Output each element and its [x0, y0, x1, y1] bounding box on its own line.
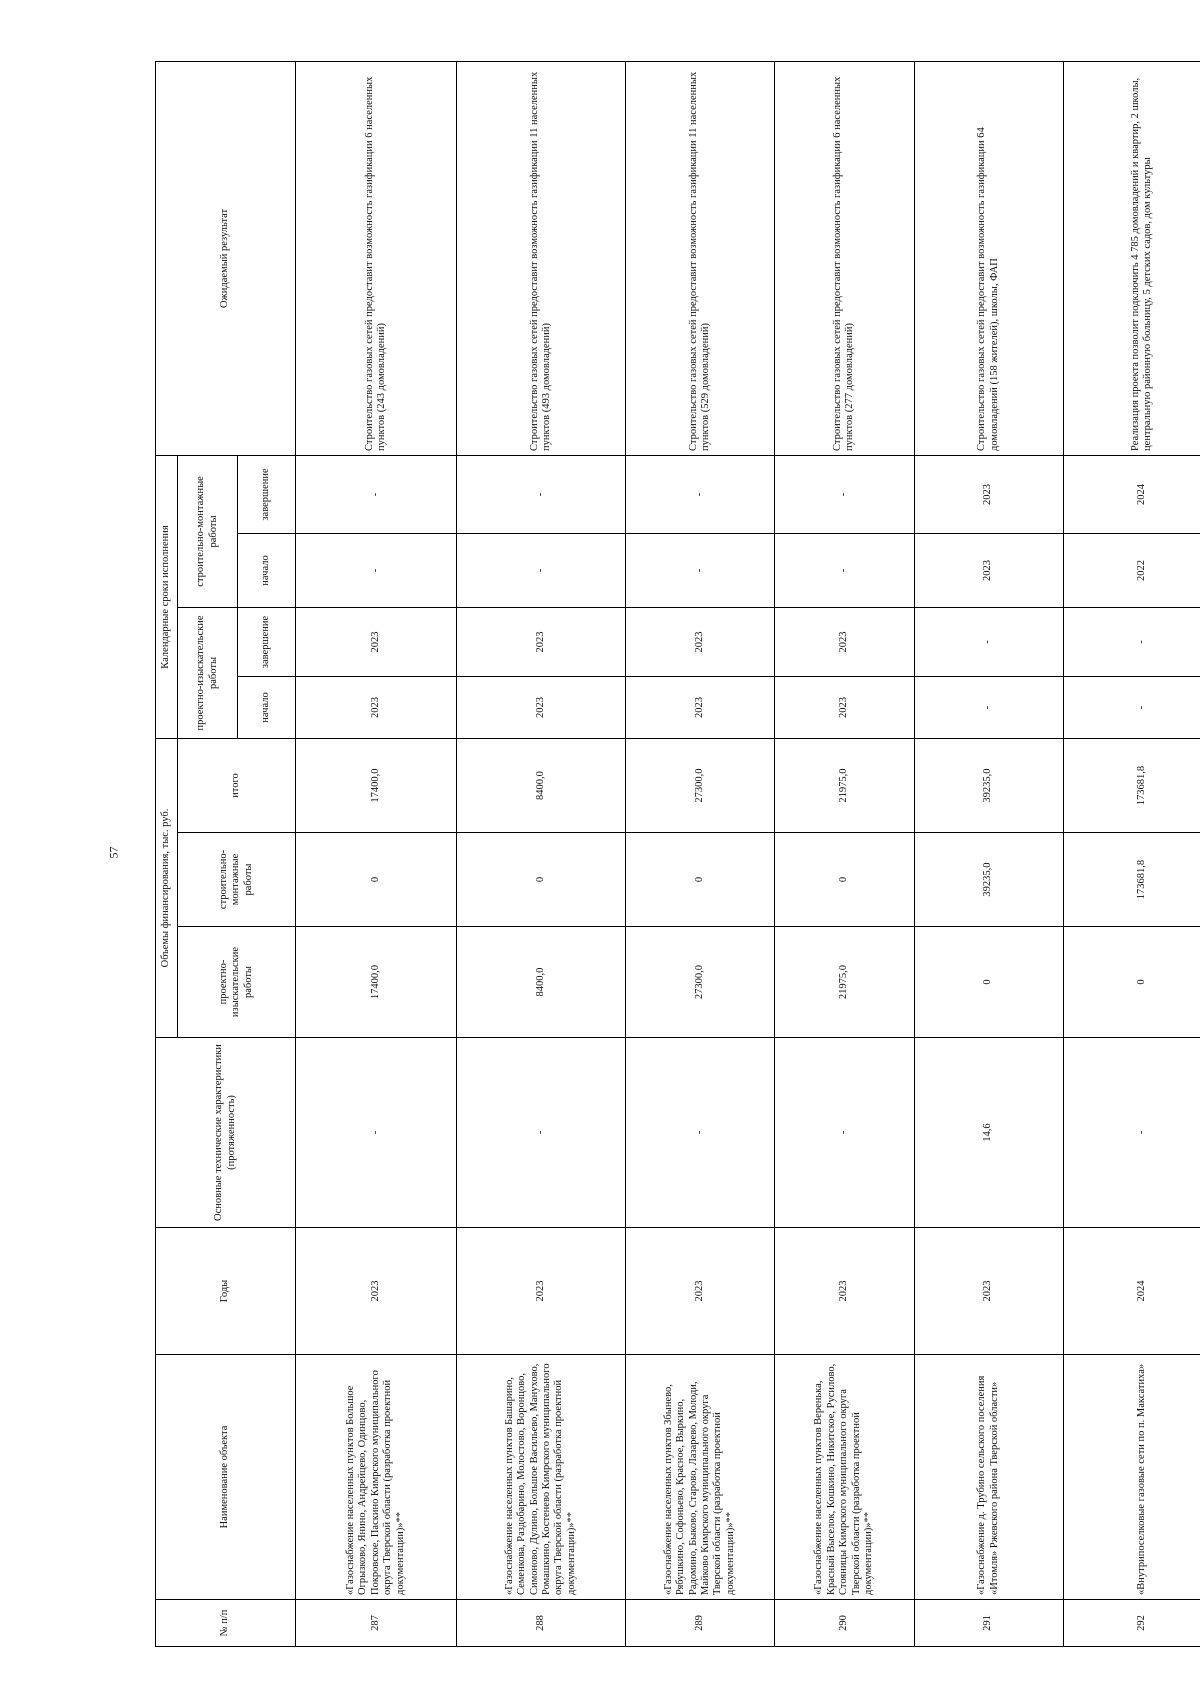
row-constr-start: 2023 [914, 533, 1063, 607]
row-tech: - [775, 1038, 915, 1228]
row-tech: - [1063, 1038, 1200, 1228]
row-constr-end: - [775, 455, 915, 533]
row-num: 290 [775, 1600, 915, 1647]
row-design-start: 2023 [296, 676, 457, 738]
row-name: «Внутрипоселковые газовые сети по п. Максатиха» [1063, 1355, 1200, 1600]
header-result: Ожидаемый результат [156, 61, 296, 455]
row-name: «Газоснабжение населенных пунктов Веренька, Красный Выселок, Кошкино, Никитское, Русилово, Стояницы Кимрского муниципального округа Тверской области (разработка проектной документации)»** [775, 1355, 915, 1600]
row-design-end: - [1063, 607, 1200, 676]
row-years: 2023 [914, 1228, 1063, 1355]
header-tech: Основные технические характеристики (протяженность) [156, 1038, 296, 1228]
row-design-start: - [914, 676, 1063, 738]
row-constr-end: 2024 [1063, 455, 1200, 533]
row-fin-design: 8400,0 [457, 927, 626, 1038]
row-fin-total: 39235,0 [914, 738, 1063, 832]
header-constr-start: начало [238, 533, 296, 607]
row-fin-total: 17400,0 [296, 738, 457, 832]
table-row [914, 61, 1063, 1646]
row-design-end: 2023 [457, 607, 626, 676]
row-result: Строительство газовых сетей предоставит возможность газификации 11 населенных пунктов (529 домовладений) [626, 61, 775, 455]
row-fin-construction: 0 [457, 833, 626, 927]
table-row [457, 61, 626, 1646]
row-design-start: 2023 [626, 676, 775, 738]
header-fin-construction: строительно-монтажные работы [178, 833, 296, 927]
header-sched-design: проектно-изыскательские работы [178, 607, 238, 738]
header-constr-end: завершение [238, 455, 296, 533]
header-name: Наименование объекта [156, 1355, 296, 1600]
row-constr-start: 2022 [1063, 533, 1200, 607]
header-years: Годы [156, 1228, 296, 1355]
row-constr-start: - [626, 533, 775, 607]
row-name: «Газоснабжение населенных пунктов Большое Огрызково, Янино, Андрейцево, Одинцово, Покровское, Паскино Кимрского муниципального округа Тверской области (разработка проектной документации)»** [296, 1355, 457, 1600]
row-years: 2023 [457, 1228, 626, 1355]
row-years: 2023 [775, 1228, 915, 1355]
row-num: 288 [457, 1600, 626, 1647]
row-result: Реализация проекта позволит подключить 4 785 домовладений и квартир, 2 школы, центральную районную больницу, 5 детских садов, дом культуры [1063, 61, 1200, 455]
row-num: 287 [296, 1600, 457, 1647]
rotated-table-container [155, 62, 1200, 1647]
row-num: 291 [914, 1600, 1063, 1647]
row-fin-construction: 173681,8 [1063, 833, 1200, 927]
gasification-objects-table [155, 61, 1200, 1647]
row-years: 2023 [296, 1228, 457, 1355]
table-row [775, 61, 915, 1646]
row-fin-total: 27300,0 [626, 738, 775, 832]
header-fin-design: проектно-изыскательские работы [178, 927, 296, 1038]
row-fin-total: 173681,8 [1063, 738, 1200, 832]
header-schedule: Календарные сроки исполнения [156, 455, 178, 738]
page-number: 57 [106, 846, 121, 859]
row-fin-construction: 0 [775, 833, 915, 927]
row-design-start: 2023 [775, 676, 915, 738]
row-num: 292 [1063, 1600, 1200, 1647]
table-row [626, 61, 775, 1646]
row-name: «Газоснабжение населенных пунктов Збынево, Рябушкино, Софоньево, Красное, Выркино, Радомино, Быково, Старово, Лазарево, Молоди, Майково Кимрского муниципального округа Тверской области (разработка проектной документации)»** [626, 1355, 775, 1600]
row-fin-design: 17400,0 [296, 927, 457, 1038]
header-num: № п/п [156, 1600, 296, 1647]
row-constr-end: - [296, 455, 457, 533]
row-years: 2024 [1063, 1228, 1200, 1355]
table-row [1063, 61, 1200, 1646]
row-result: Строительство газовых сетей предоставит возможность газификации 6 населенных пунктов (277 домовладений) [775, 61, 915, 455]
row-constr-start: - [296, 533, 457, 607]
row-tech: - [296, 1038, 457, 1228]
row-fin-design: 21975,0 [775, 927, 915, 1038]
row-design-end: - [914, 607, 1063, 676]
header-fin-total: итого [178, 738, 296, 832]
row-fin-total: 21975,0 [775, 738, 915, 832]
table-row [296, 61, 457, 1646]
row-tech: 14,6 [914, 1038, 1063, 1228]
header-design-end: завершение [238, 607, 296, 676]
row-tech: - [626, 1038, 775, 1228]
header-design-start: начало [238, 676, 296, 738]
row-fin-design: 27300,0 [626, 927, 775, 1038]
row-fin-design: 0 [914, 927, 1063, 1038]
row-num: 289 [626, 1600, 775, 1647]
row-constr-end: - [626, 455, 775, 533]
row-design-start: - [1063, 676, 1200, 738]
row-fin-construction: 39235,0 [914, 833, 1063, 927]
row-constr-end: - [457, 455, 626, 533]
row-name: «Газоснабжение д. Трубино сельского поселения «Итомля» Ржевского района Тверской области» [914, 1355, 1063, 1600]
row-result: Строительство газовых сетей предоставит возможность газификации 6 населенных пунктов (243 домовладений) [296, 61, 457, 455]
row-constr-end: 2023 [914, 455, 1063, 533]
row-constr-start: - [775, 533, 915, 607]
row-fin-construction: 0 [626, 833, 775, 927]
header-funding: Объемы финансирования, тыс. руб. [156, 738, 178, 1037]
row-constr-start: - [457, 533, 626, 607]
header-sched-construction: строительно-монтажные работы [178, 455, 238, 607]
row-fin-design: 0 [1063, 927, 1200, 1038]
row-design-end: 2023 [626, 607, 775, 676]
row-fin-total: 8400,0 [457, 738, 626, 832]
row-design-end: 2023 [775, 607, 915, 676]
row-name: «Газоснабжение населенных пунктов Башарино, Семенкова, Раздобарино, Молостово, Воронцово, Симоново, Дулино, Большое Васильево, Манухово, Ромашкино, Костенево Кимрского муниципального округа Тверской области (разработка проектной документации)»** [457, 1355, 626, 1600]
row-fin-construction: 0 [296, 833, 457, 927]
row-tech: - [457, 1038, 626, 1228]
row-result: Строительство газовых сетей предоставит возможность газификации 11 населенных пунктов (493 домовладений) [457, 61, 626, 455]
row-design-end: 2023 [296, 607, 457, 676]
row-design-start: 2023 [457, 676, 626, 738]
row-result: Строительство газовых сетей предоставит возможность газификации 64 домовладений (158 жителей), школы, ФАП [914, 61, 1063, 455]
row-years: 2023 [626, 1228, 775, 1355]
